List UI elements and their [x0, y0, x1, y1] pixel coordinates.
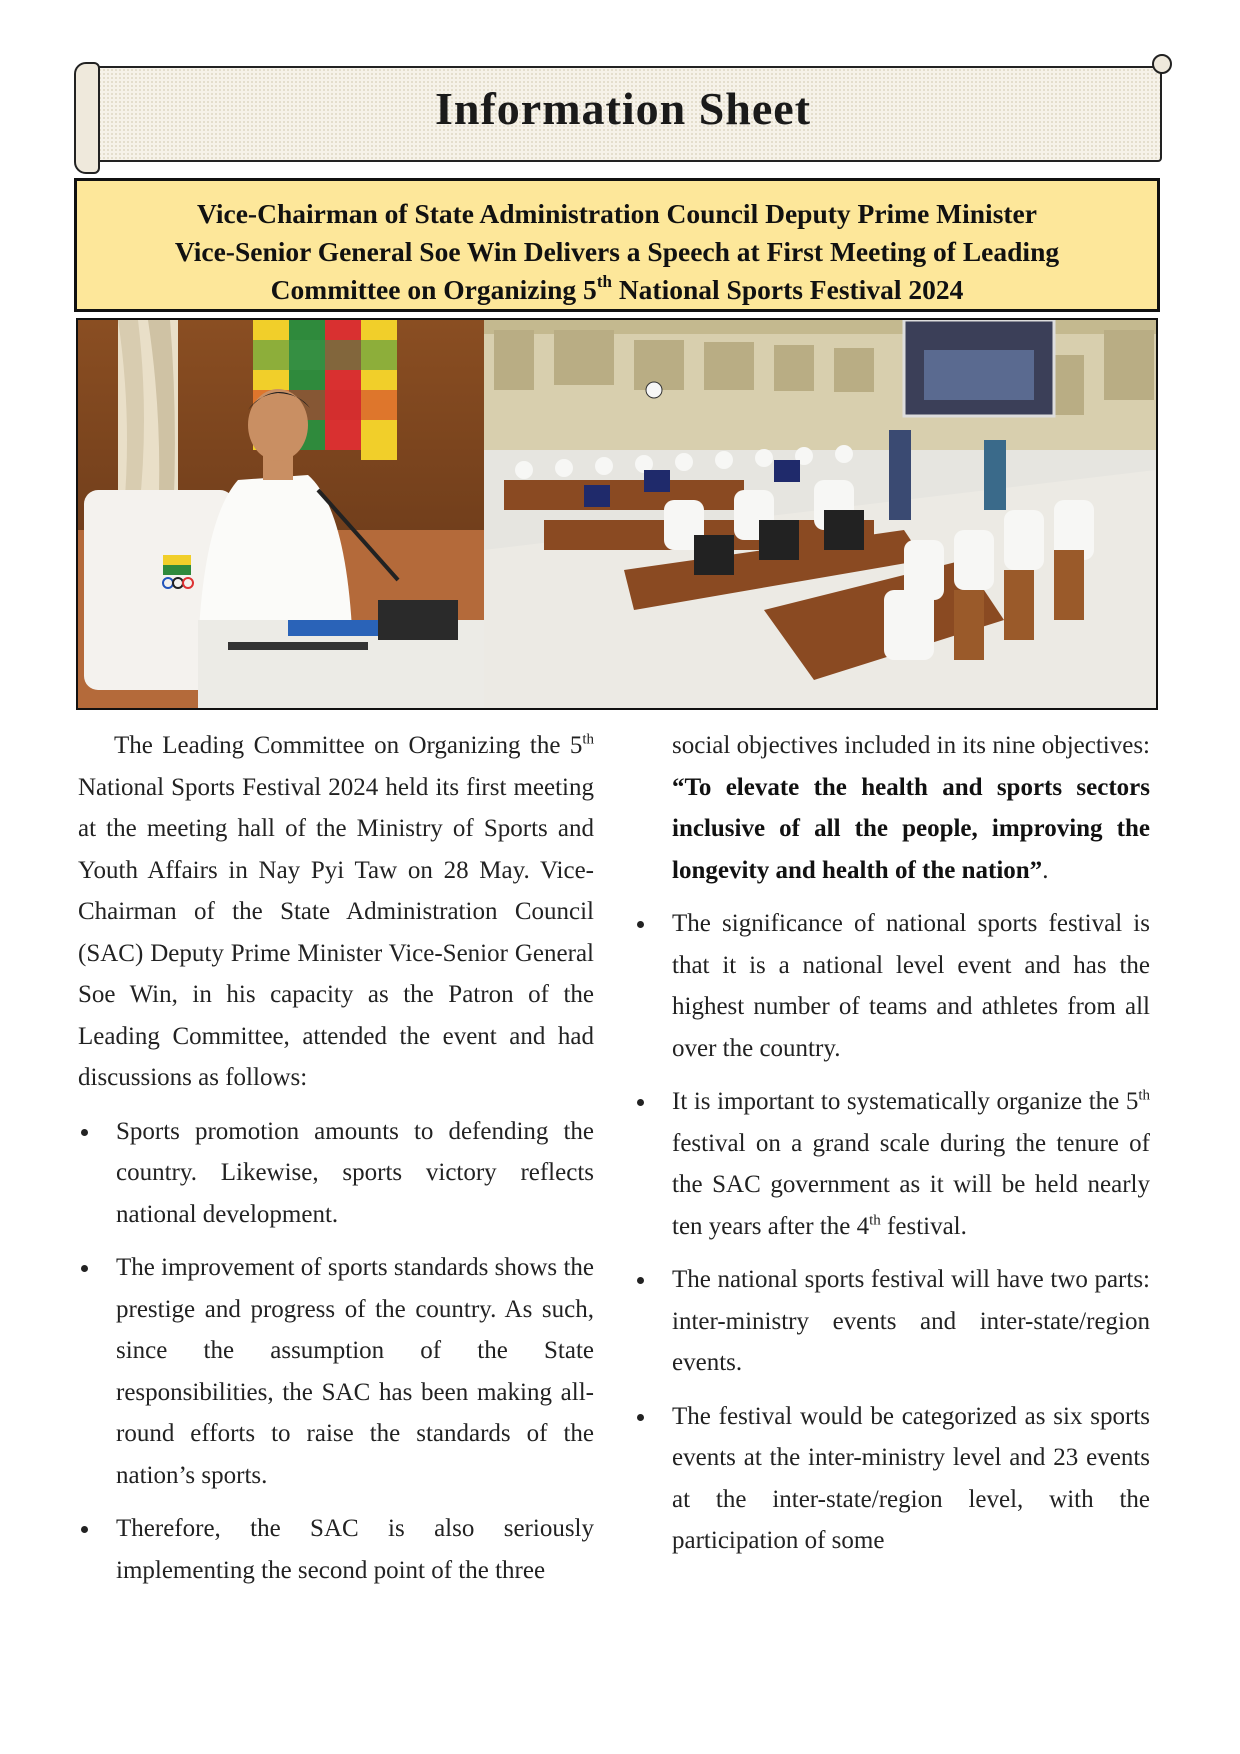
list-item — [634, 1081, 1150, 1247]
bullet-text-c: festival. — [880, 1212, 967, 1240]
intro-paragraph — [78, 725, 594, 1099]
objective-quote: “To elevate the health and sports sectors inclusive of all the people, improving the longevity and health of the nation” — [672, 773, 1150, 884]
bullet-text-b: festival on a grand scale during the tenure of the SAC government as it will be held nearly ten years after the 4 — [672, 1129, 1150, 1240]
headline-box — [74, 178, 1160, 312]
intro-ordinal: th — [582, 731, 594, 748]
bullet-text-a: It is important to systematically organize the 5 — [672, 1088, 1139, 1115]
list-item: Therefore, the SAC is also seriously implementing the second point of the three — [78, 1508, 594, 1591]
headline-ordinal: th — [596, 271, 612, 291]
headline-line-3-post: National Sports Festival 2024 — [611, 274, 964, 305]
continued-bullet-text — [634, 725, 1150, 891]
intro-text-2: National Sports Festival 2024 held its first meeting at the meeting hall of the Ministry of Sports and Youth Affairs in Nay Pyi Taw on 28 May. Vice-Chairman of the State Administration Council (SAC) Deputy Prime Minister Vice-Senior General Soe Win, in his capacity as the Patron of the Leading Committee, attended the event and had discussions as follows: — [78, 773, 594, 1091]
left-bullet-list — [78, 1111, 594, 1592]
headline-line-1: Vice-Chairman of State Administration Council Deputy Prime Minister — [197, 198, 1037, 229]
ordinal-4th: th — [869, 1212, 881, 1229]
scroll-curl-right — [1152, 54, 1172, 74]
list-item: The significance of national sports festival is that it is a national level event and has the highest number of teams and athletes from all over the country. — [634, 903, 1150, 1069]
meeting-hall-photo — [484, 320, 1156, 708]
headline-line-3-pre: Committee on Organizing 5 — [270, 274, 597, 305]
speaker-photo — [78, 320, 484, 708]
page-title: Information Sheet — [434, 83, 812, 134]
continued-end: . — [1042, 856, 1049, 884]
list-item: Sports promotion amounts to defending the country. Likewise, sports victory reflects national development. — [78, 1111, 594, 1236]
left-column — [78, 725, 594, 1603]
continued-text: social objectives included in its nine objectives: — [672, 732, 1150, 759]
title-banner — [74, 58, 1172, 176]
intro-text-1: The Leading Committee on Organizing the 5 — [114, 732, 583, 759]
photo-strip — [76, 318, 1158, 710]
headline-line-3 — [77, 271, 1157, 309]
right-bullet-list — [634, 903, 1150, 1562]
headline-line-2: Vice-Senior General Soe Win Delivers a Speech at First Meeting of Leading — [174, 236, 1060, 267]
list-item: The improvement of sports standards shows the prestige and progress of the country. As such, since the assumption of the State responsibilities, the SAC has been making all-round efforts to raise the standards of the nation’s sports. — [78, 1247, 594, 1496]
list-item: The national sports festival will have two parts: inter-ministry events and inter-state/region events. — [634, 1259, 1150, 1384]
ordinal-5th: th — [1138, 1087, 1150, 1104]
list-item: The festival would be categorized as six sports events at the inter-ministry level and 23 events at the inter-state/region level, with the participation of some — [634, 1396, 1150, 1562]
right-column — [634, 725, 1150, 1574]
